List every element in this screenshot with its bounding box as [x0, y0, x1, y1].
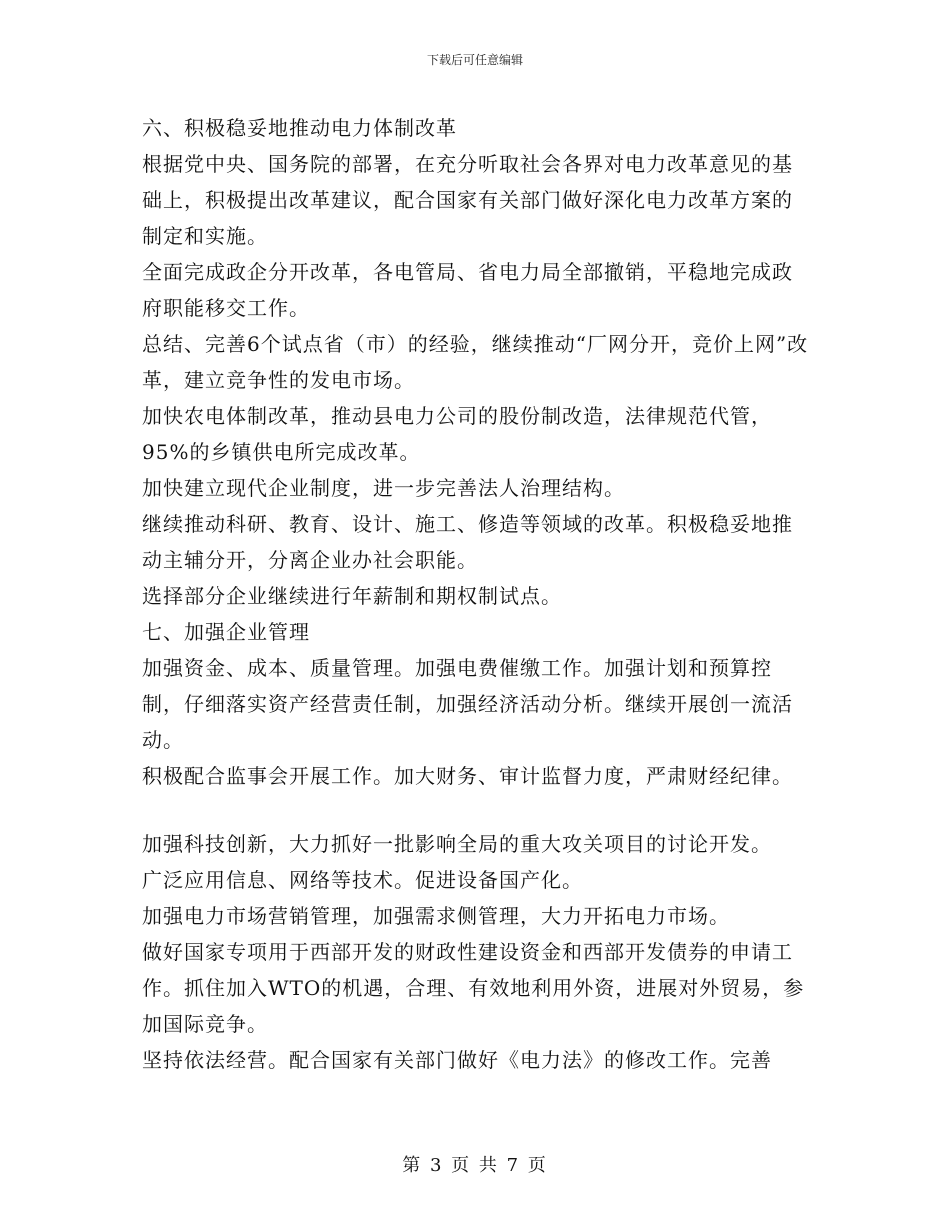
- paragraph: 做好国家专项用于西部开发的财政性建设资金和西部开发债券的申请工作。抓住加入WTO的机遇，合理、有效地利用外资，进展对外贸易，参加国际竞争。: [142, 940, 805, 1036]
- paragraph: 加强资金、成本、质量管理。加强电费催缴工作。加强计划和预算控制，仔细落实资产经营责任制，加强经济活动分析。继续开展创一流活动。: [142, 656, 793, 752]
- page-number-label: 第 3 页 共 7 页: [402, 1155, 548, 1176]
- paragraph: 广泛应用信息、网络等技术。促进设备国产化。: [142, 868, 583, 892]
- section-heading: 六、积极稳妥地推动电力体制改革: [142, 116, 457, 140]
- page-header-note: 下载后可任意编辑: [426, 53, 523, 67]
- page-footer: [0, 1154, 950, 1178]
- paragraph: 根据党中央、国务院的部署，在充分听取社会各界对电力改革意见的基础上，积极提出改革建议，配合国家有关部门做好深化电力改革方案的制定和实施。: [142, 152, 793, 248]
- paragraph: 坚持依法经营。配合国家有关部门做好《电力法》的修改工作。完善: [142, 1048, 772, 1072]
- paragraph: 积极配合监事会开展工作。加大财务、审计监督力度，严肃财经纪律。: [142, 764, 793, 788]
- paragraph: 加快农电体制改革，推动县电力公司的股份制改造，法律规范代管，95%的乡镇供电所完成改革。: [142, 404, 772, 464]
- section-heading: 七、加强企业管理: [142, 620, 310, 644]
- paragraph: 加强电力市场营销管理，加强需求侧管理，大力开拓电力市场。: [142, 904, 730, 928]
- paragraph: 全面完成政企分开改革，各电管局、省电力局全部撤销，平稳地完成政府职能移交工作。: [142, 260, 793, 320]
- document-body: [142, 110, 812, 1078]
- paragraph: 总结、完善6个试点省（市）的经验，继续推动“厂网分开，竞价上网”改革，建立竞争性的发电市场。: [142, 332, 809, 392]
- paragraph: 加强科技创新，大力抓好一批影响全局的重大攻关项目的讨论开发。: [142, 832, 772, 856]
- paragraph: 加快建立现代企业制度，进一步完善法人治理结构。: [142, 476, 625, 500]
- paragraph: 继续推动科研、教育、设计、施工、修造等领域的改革。积极稳妥地推动主辅分开，分离企业办社会职能。: [142, 512, 793, 572]
- paragraph: 选择部分企业继续进行年薪制和期权制试点。: [142, 584, 562, 608]
